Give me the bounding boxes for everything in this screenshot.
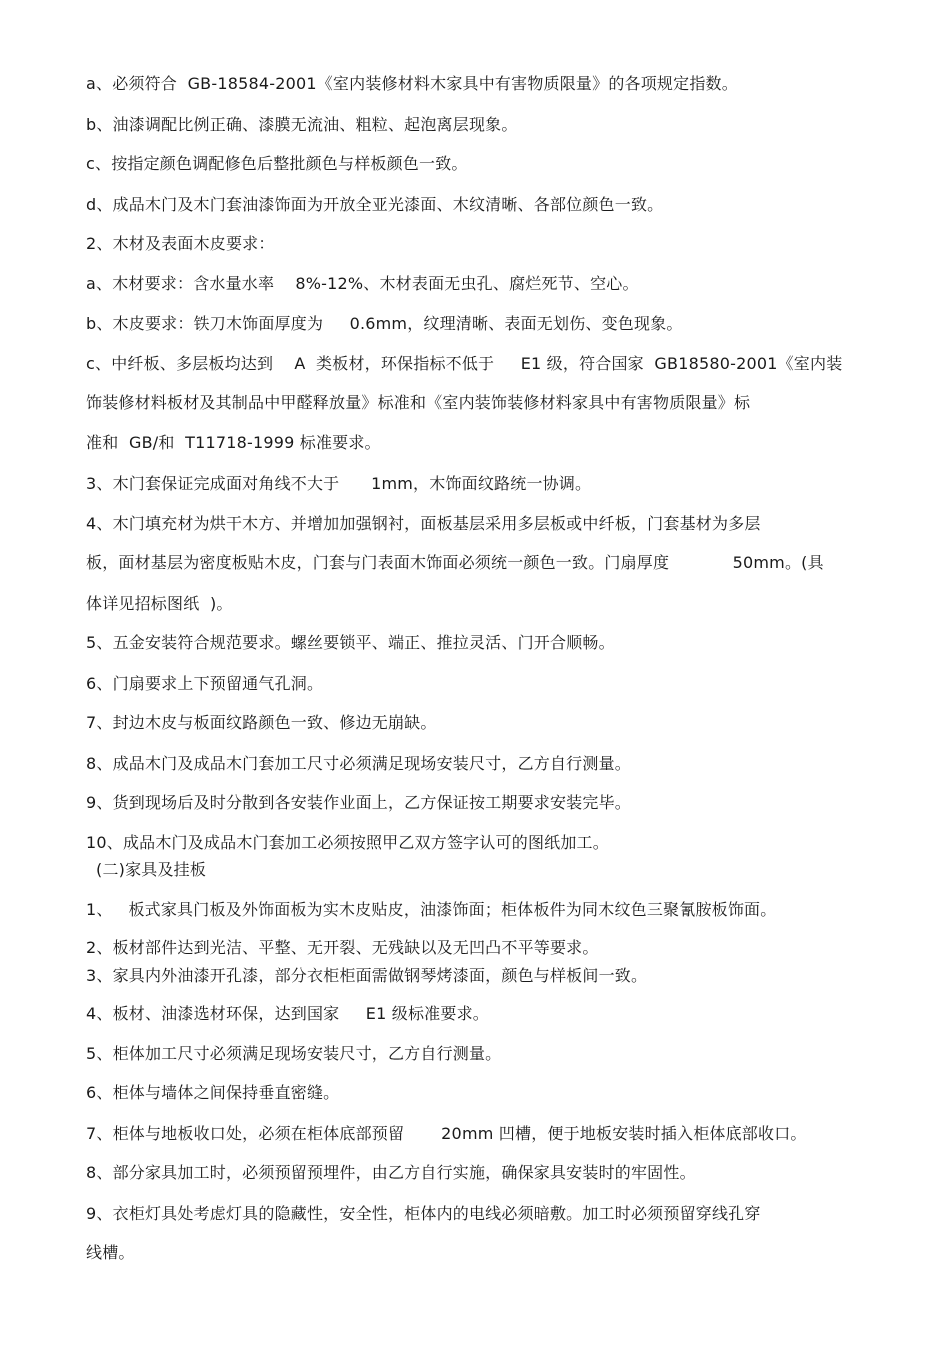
text-line-b-veneer: b、木皮要求：铁刀木饰面厚度为 0.6mm，纹理清晰、表面无划伤、变色现象。	[86, 314, 683, 333]
text-line-item-4-1: 4、木门填充材为烘干木方、并增加加强钢衬，面板基层采用多层板或中纤板，门套基材为多层	[86, 514, 761, 533]
text-line-item-8: 8、成品木门及成品木门套加工尺寸必须满足现场安装尺寸，乙方自行测量。	[86, 754, 631, 773]
section-heading-furniture: (二)家具及挂板	[96, 860, 207, 879]
text-line-furniture-9-2: 线槽。	[86, 1243, 135, 1262]
text-line-furniture-1: 1、 板式家具门板及外饰面板为实木皮贴皮，油漆饰面；柜体板件为同木纹色三聚氰胺板饰面。	[86, 900, 777, 919]
text-line-furniture-5: 5、柜体加工尺寸必须满足现场安装尺寸，乙方自行测量。	[86, 1044, 502, 1063]
text-line-item-9: 9、货到现场后及时分散到各安装作业面上，乙方保证按工期要求安装完毕。	[86, 793, 631, 812]
text-line-furniture-2: 2、板材部件达到光洁、平整、无开裂、无残缺以及无凹凸不平等要求。	[86, 938, 599, 957]
text-line-a-wood: a、木材要求：含水量水率 8%-12%、木材表面无虫孔、腐烂死节、空心。	[86, 274, 639, 293]
text-line-item-4-3: 体详见招标图纸 )。	[86, 594, 233, 613]
text-line-furniture-9-1: 9、衣柜灯具处考虑灯具的隐藏性，安全性，柜体内的电线必须暗敷。加工时必须预留穿线孔穿	[86, 1204, 761, 1223]
text-line-furniture-4: 4、板材、油漆选材环保，达到国家 E1 级标准要求。	[86, 1004, 489, 1023]
text-line-c-board-2: 饰装修材料板材及其制品中甲醛释放量》标准和《室内装饰装修材料家具中有害物质限量》标	[86, 393, 751, 412]
text-line-c-board-3: 准和 GB/和 T11718-1999 标准要求。	[86, 433, 381, 452]
text-line-item-7: 7、封边木皮与板面纹路颜色一致、修边无崩缺。	[86, 713, 437, 732]
text-line-b-paint: b、油漆调配比例正确、漆膜无流油、粗粒、起泡离层现象。	[86, 115, 518, 134]
text-line-item-10: 10、成品木门及成品木门套加工必须按照甲乙双方签字认可的图纸加工。	[86, 833, 609, 852]
text-line-d-finish: d、成品木门及木门套油漆饰面为开放全亚光漆面、木纹清晰、各部位颜色一致。	[86, 195, 664, 214]
text-line-furniture-6: 6、柜体与墙体之间保持垂直密缝。	[86, 1083, 340, 1102]
text-line-furniture-7: 7、柜体与地板收口处，必须在柜体底部预留 20mm 凹槽，便于地板安装时插入柜体底部收口。	[86, 1124, 807, 1143]
text-line-item-3: 3、木门套保证完成面对角线不大于 1mm，木饰面纹路统一协调。	[86, 474, 592, 493]
text-line-section-2: 2、木材及表面木皮要求：	[86, 234, 275, 253]
text-line-c-color: c、按指定颜色调配修色后整批颜色与样板颜色一致。	[86, 154, 468, 173]
text-line-a-standard: a、必须符合 GB-18584-2001《室内装修材料木家具中有害物质限量》的各项规定指数。	[86, 74, 738, 93]
text-line-c-board-1: c、中纤板、多层板均达到 A 类板材，环保指标不低于 E1 级，符合国家 GB18580-2001《室内装	[86, 354, 843, 373]
text-line-item-5: 5、五金安装符合规范要求。螺丝要锁平、端正、推拉灵活、门开合顺畅。	[86, 633, 615, 652]
text-line-item-6: 6、门扇要求上下预留通气孔洞。	[86, 674, 324, 693]
text-line-furniture-3: 3、家具内外油漆开孔漆，部分衣柜柜面需做钢琴烤漆面，颜色与样板间一致。	[86, 966, 648, 985]
text-line-furniture-8: 8、部分家具加工时，必须预留预埋件，由乙方自行实施，确保家具安装时的牢固性。	[86, 1163, 696, 1182]
text-line-item-4-2: 板，面材基层为密度板贴木皮，门套与门表面木饰面必须统一颜色一致。门扇厚度 50mm。(具	[86, 553, 824, 572]
